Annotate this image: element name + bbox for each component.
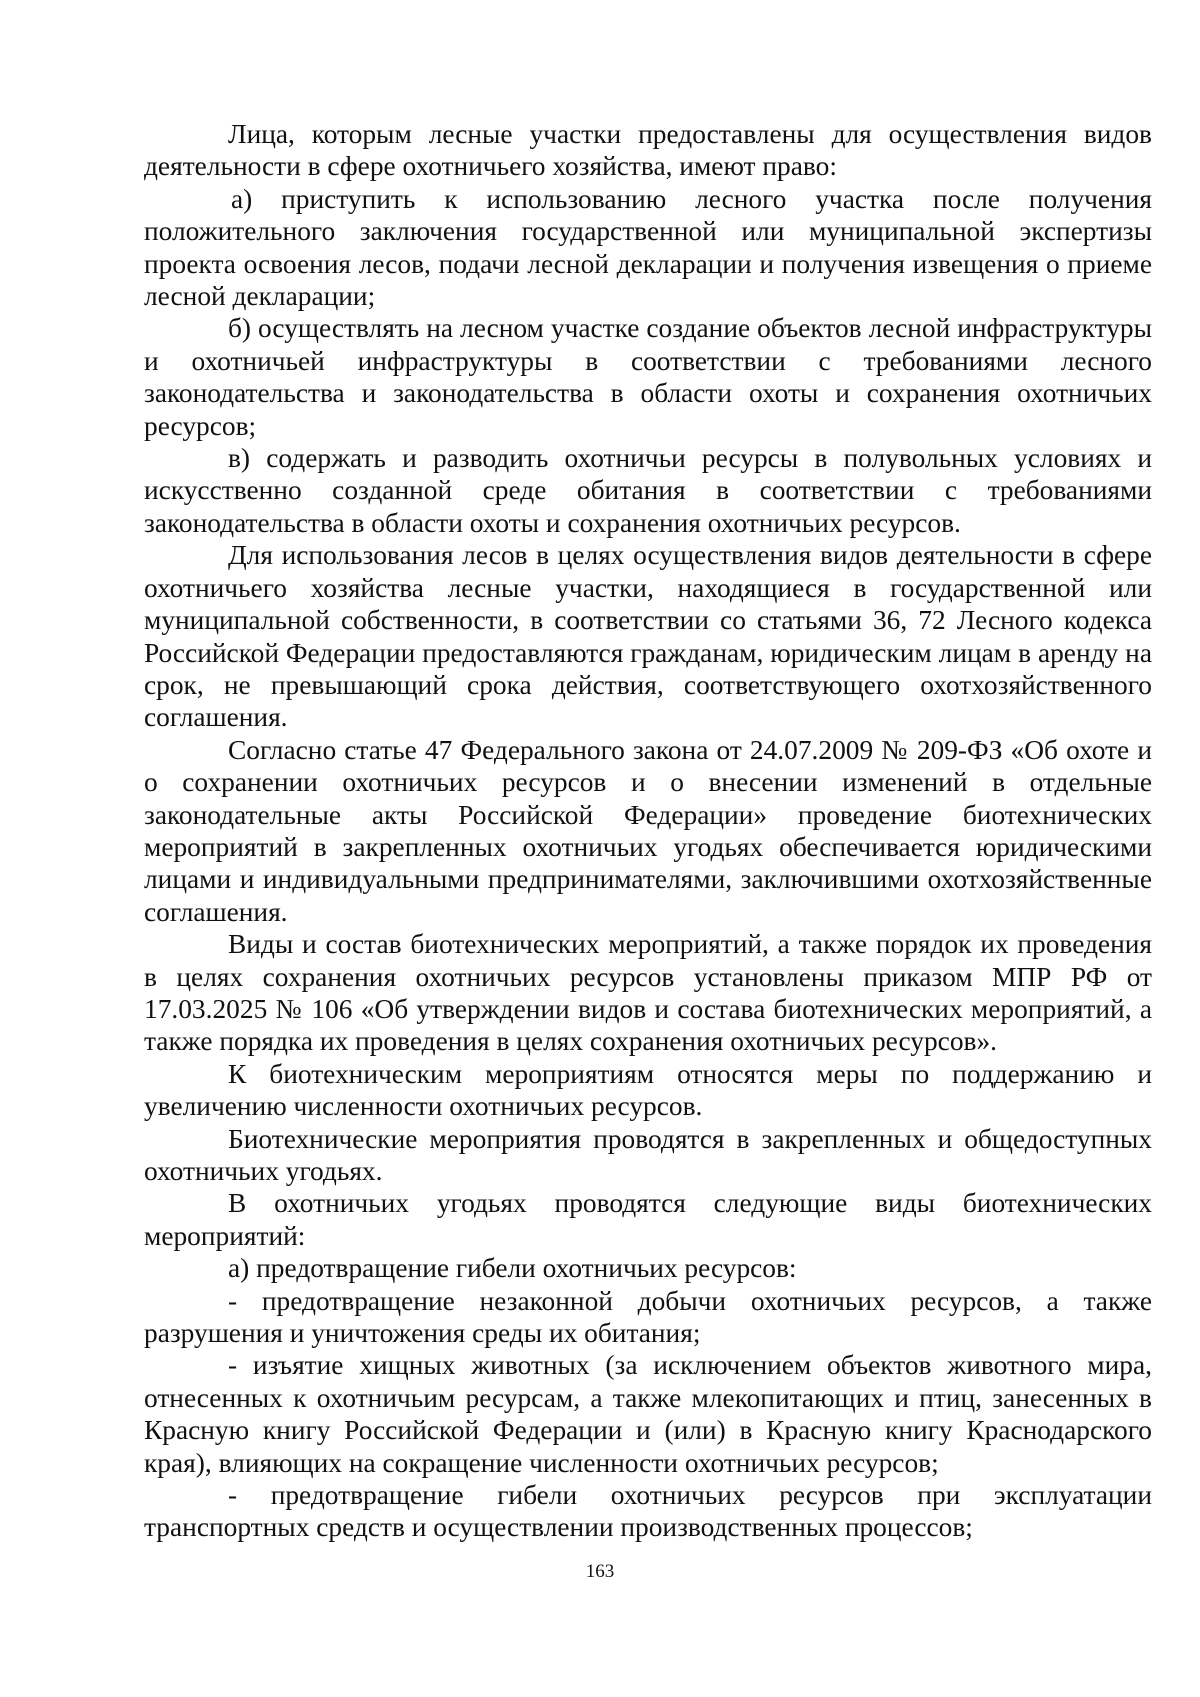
paragraph-measures-location: Биотехнические мероприятия проводятся в закрепленных и общедоступных охотничьих угодьях. bbox=[144, 1123, 1152, 1186]
paragraph-right-a: а) приступить к использованию лесного участка после получения положительного заключения государственной или муниципальной экспертизы проекта освоения лесов, подачи лесной декларации и получения извещения о приеме лесной декларации; bbox=[144, 183, 1152, 312]
paragraph-right-v: в) содержать и разводить охотничьи ресурсы в полувольных условиях и искусственно созданной среде обитания в соответствии с требованиями законодательства в области охоты и сохранения охотничьих ресурсов. bbox=[144, 443, 1152, 538]
paragraph-lease-terms: Для использования лесов в целях осуществления видов деятельности в сфере охотничьего хозяйства лесные участки, находящиеся в государственной или муниципальной собственности, в соответствии со статьями 36, 72 Лесного кодекса Российской Федерации предоставляются гражданам, юридическим лицам в аренду на срок, не превышающий срока действия, соответствующего охотхозяйственного соглашения. bbox=[144, 540, 1152, 733]
list-item-prevention-heading: а) предотвращение гибели охотничьих ресурсов: bbox=[228, 1253, 797, 1284]
paragraph-right-b: б) осуществлять на лесном участке создание объектов лесной инфраструктуры и охотничьей инфраструктуры в соответствии с требованиями лесного законодательства и законодательства в области охоты и сохранения охотничьих ресурсов; bbox=[144, 313, 1152, 441]
paragraph-rights-intro: Лица, которым лесные участки предоставлены для осуществления видов деятельности в сфере охотничьего хозяйства, имеют право: bbox=[144, 119, 1152, 182]
page-number: 163 bbox=[585, 1561, 615, 1582]
paragraph-measures-definition: К биотехническим мероприятиям относятся меры по поддержанию и увеличению численности охотничьих ресурсов. bbox=[144, 1058, 1152, 1122]
list-item-predator-removal: - изъятие хищных животных (за исключением объектов животного мира, отнесенных к охотничьим ресурсам, а также млекопитающих и птиц, занесенных в Красную книгу Российской Федерации и (или) в Красную книгу Краснодарского края), влияющих на сокращение численности охотничьих ресурсов; bbox=[144, 1350, 1152, 1478]
paragraph-measures-types: В охотничьих угодьях проводятся следующие виды биотехнических мероприятий: bbox=[144, 1188, 1152, 1251]
paragraph-mpr-order: Виды и состав биотехнических мероприятий, а также порядок их проведения в целях сохранения охотничьих ресурсов установлены приказом МПР РФ от 17.03.2025 № 106 «Об утверждении видов и состава биотехнических мероприятий, а также порядка их проведения в целях сохранения охотничьих ресурсов». bbox=[144, 929, 1152, 1057]
document-body bbox=[144, 118, 1152, 1544]
list-item-illegal-hunting: - предотвращение незаконной добычи охотничьих ресурсов, а также разрушения и уничтожения среды их обитания; bbox=[144, 1285, 1152, 1349]
list-item-transport-prevention: - предотвращение гибели охотничьих ресурсов при эксплуатации транспортных средств и осуществлении производственных процессов; bbox=[144, 1480, 1152, 1543]
paragraph-federal-law: Согласно статье 47 Федерального закона от 24.07.2009 № 209-ФЗ «Об охоте и о сохранении охотничьих ресурсов и о внесении изменений в отдельные законодательные акты Российской Федерации» проведение биотехнических мероприятий в закрепленных охотничьих угодьях обеспечивается юридическими лицами и индивидуальными предпринимателями, заключившими охотхозяйственные соглашения. bbox=[144, 734, 1152, 927]
